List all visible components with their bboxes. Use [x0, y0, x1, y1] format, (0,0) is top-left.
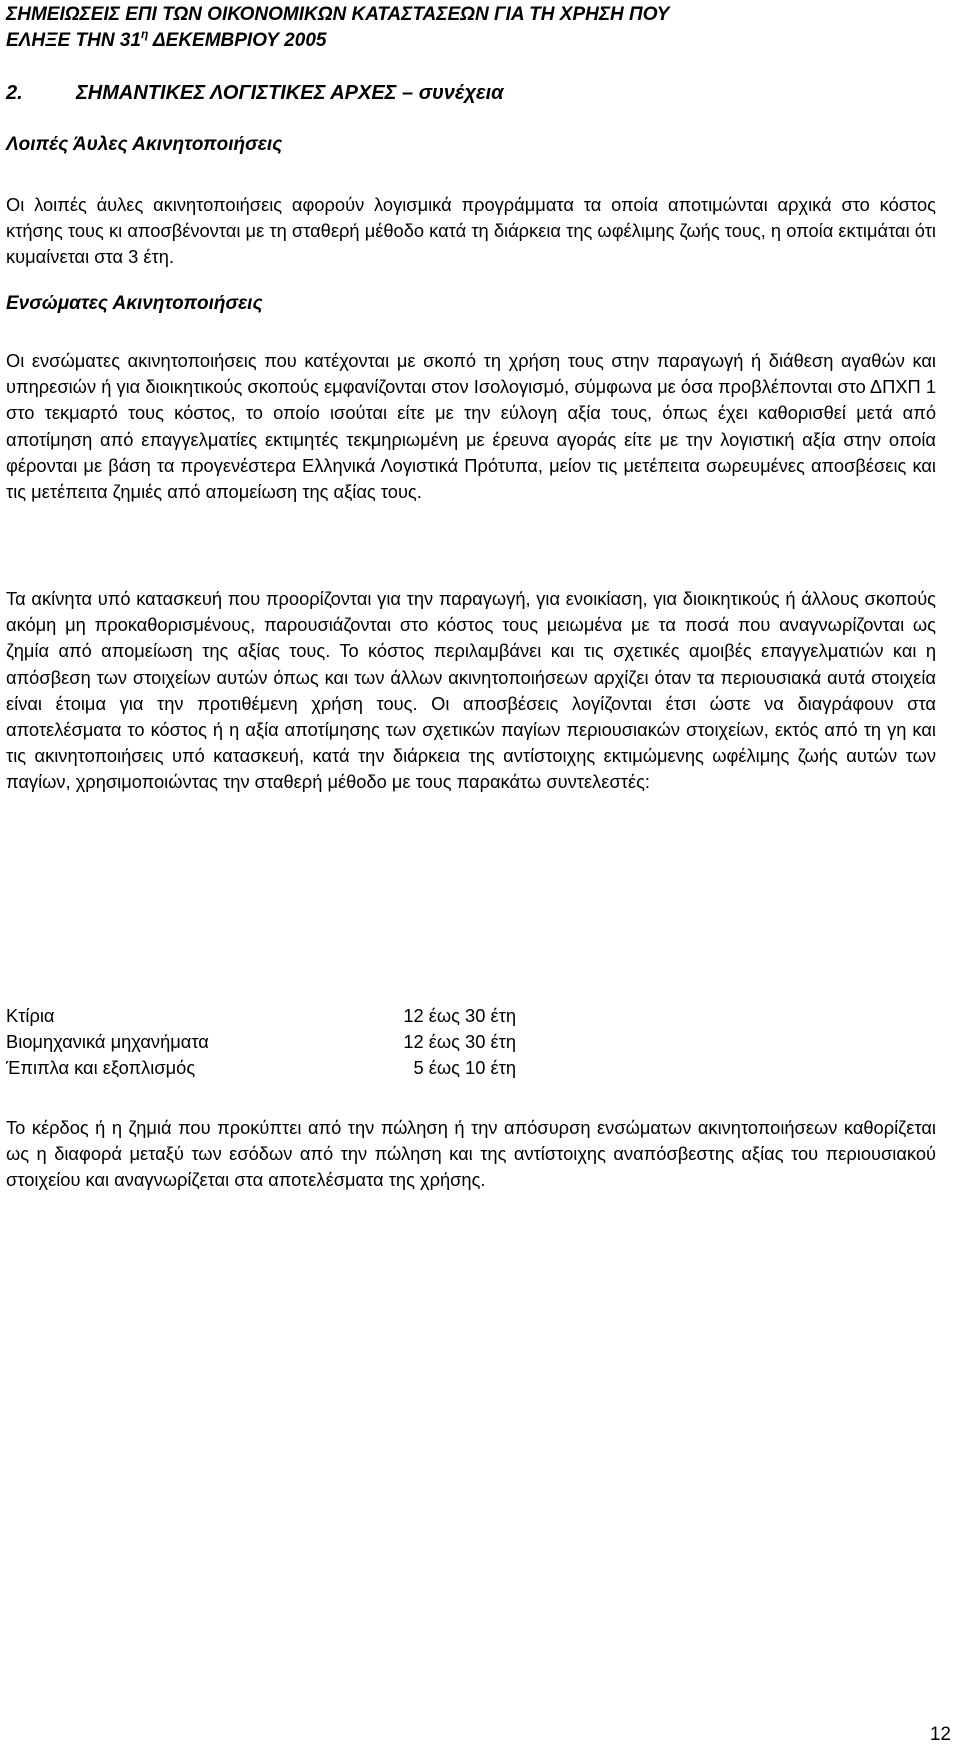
header-line-2	[6, 28, 936, 54]
depreciation-rates-table	[6, 1003, 516, 1081]
document-header	[6, 2, 936, 54]
tangibles-heading: Ενσώματες Ακινητοποιήσεις	[6, 293, 263, 314]
tangibles-paragraph-1: Οι ενσώματες ακινητοποιήσεις που κατέχονται με σκοπό τη χρήση τους στην παραγωγή ή διάθεση αγαθών και υπηρεσιών ή για διοικητικούς σκοπούς εμφανίζονται στον Ισολογισμό, σύμφωνα με όσα προβλέπονται στο ΔΠΧΠ 1 στο τεκμαρτό τους κόστος, το οποίο ισούται είτε με την εύλογη αξία τους, όπως έχει καθορισθεί μετά από αποτίμηση από επαγγελματίες εκτιμητές τεκμηριωμένη με έρευνα αγοράς είτε με την λογιστική αξία στην οποία φέρονται με βάση τα προγενέστερα Ελληνικά Λογιστικά Πρότυπα, μείον τις μετέπειτα σωρευμένες αποσβέσεις και τις μετέπειτα ζημιές από απομείωση της αξίας τους.	[6, 350, 936, 503]
asset-useful-life: 12 έως 30 έτη	[403, 1005, 516, 1026]
asset-row	[6, 1029, 516, 1055]
intangibles-heading: Λοιπές Άυλες Ακινητοποιήσεις	[6, 134, 283, 155]
header-ordinal-superscript: η	[140, 27, 149, 41]
header-line-2-start: ΕΛΗΞΕ ΤΗΝ 31	[6, 30, 141, 51]
tangibles-paragraph-2: Τα ακίνητα υπό κατασκευή που προορίζονται για την παραγωγή, για ενοικίαση, για διοικητικούς ή άλλους σκοπούς ακόμη μη προκαθορισμένους, παρουσιάζονται στο κόστος τους μειωμένα με τα ποσά που αναγνωρίζονται ως ζημία από απομείωση της αξίας τους. Το κόστος περιλαμβάνει και τις σχετικές αμοιβές επαγγελματιών και η απόσβεση των στοιχείων αυτών όπως και των άλλων ακινητοποιήσεων αρχίζει όταν τα περιουσιακά αυτά στοιχεία είναι έτοιμα για την προτιθέμενη χρήση τους. Οι αποσβέσεις λογίζονται έτσι ώστε να διαγράφουν στα αποτελέσματα το κόστος ή η αξία αποτίμησης των σχετικών παγίων περιουσιακών στοιχείων, εκτός από τη γη και τις ακινητοποιήσεις υπό κατασκευή, κατά την διάρκεια της αντίστοιχης εκτιμώμενης ωφέλιμης ζωής αυτών των παγίων, χρησιμοποιώντας την σταθερή μέθοδο με τους παρακάτω συντελεστές:	[6, 588, 936, 793]
asset-name: Βιομηχανικά μηχανήματα	[6, 1031, 209, 1052]
section-title: ΣΗΜΑΝΤΙΚΕΣ ΛΟΓΙΣΤΙΚΕΣ ΑΡΧΕΣ – συνέχεια	[76, 82, 504, 104]
asset-name: Κτίρια	[6, 1005, 55, 1026]
asset-name: Έπιπλα και εξοπλισμός	[6, 1057, 196, 1078]
asset-useful-life: 12 έως 30 έτη	[403, 1031, 516, 1052]
asset-useful-life: 5 έως 10 έτη	[413, 1057, 516, 1078]
intangibles-paragraph: Οι λοιπές άυλες ακινητοποιήσεις αφορούν λογισμικά προγράμματα τα οποία αποτιμώνται αρχικά στο κόστος κτήσης τους κι αποσβένονται με τη σταθερή μέθοδο κατά τη διάρκεια της ωφέλιμης ζωής τους, η οποία εκτιμάται ότι κυμαίνεται στα 3 έτη.	[6, 194, 936, 268]
tangibles-paragraph-3: Το κέρδος ή η ζημιά που προκύπτει από την πώληση ή την απόσυρση ενσώματων ακινητοποιήσεων καθορίζεται ως η διαφορά μεταξύ των εσόδων από την πώληση και της αντίστοιχης αναπόσβεστης αξίας του περιουσιακού στοιχείου και αναγνωρίζεται στα αποτελέσματα της χρήσης.	[6, 1117, 936, 1191]
section-number: 2.	[6, 82, 23, 104]
header-line-2-end: ΔΕΚΕΜΒΡΙΟΥ 2005	[148, 30, 327, 51]
header-line-1: ΣΗΜΕΙΩΣΕΙΣ ΕΠΙ ΤΩΝ ΟΙΚΟΝΟΜΙΚΩΝ ΚΑΤΑΣΤΑΣΕΩΝ ΓΙΑ ΤΗ ΧΡΗΣΗ ΠΟΥ	[6, 4, 670, 25]
section-heading	[6, 82, 504, 105]
asset-row	[6, 1003, 516, 1029]
asset-row	[6, 1055, 516, 1081]
page-number: 12	[929, 1724, 951, 1745]
